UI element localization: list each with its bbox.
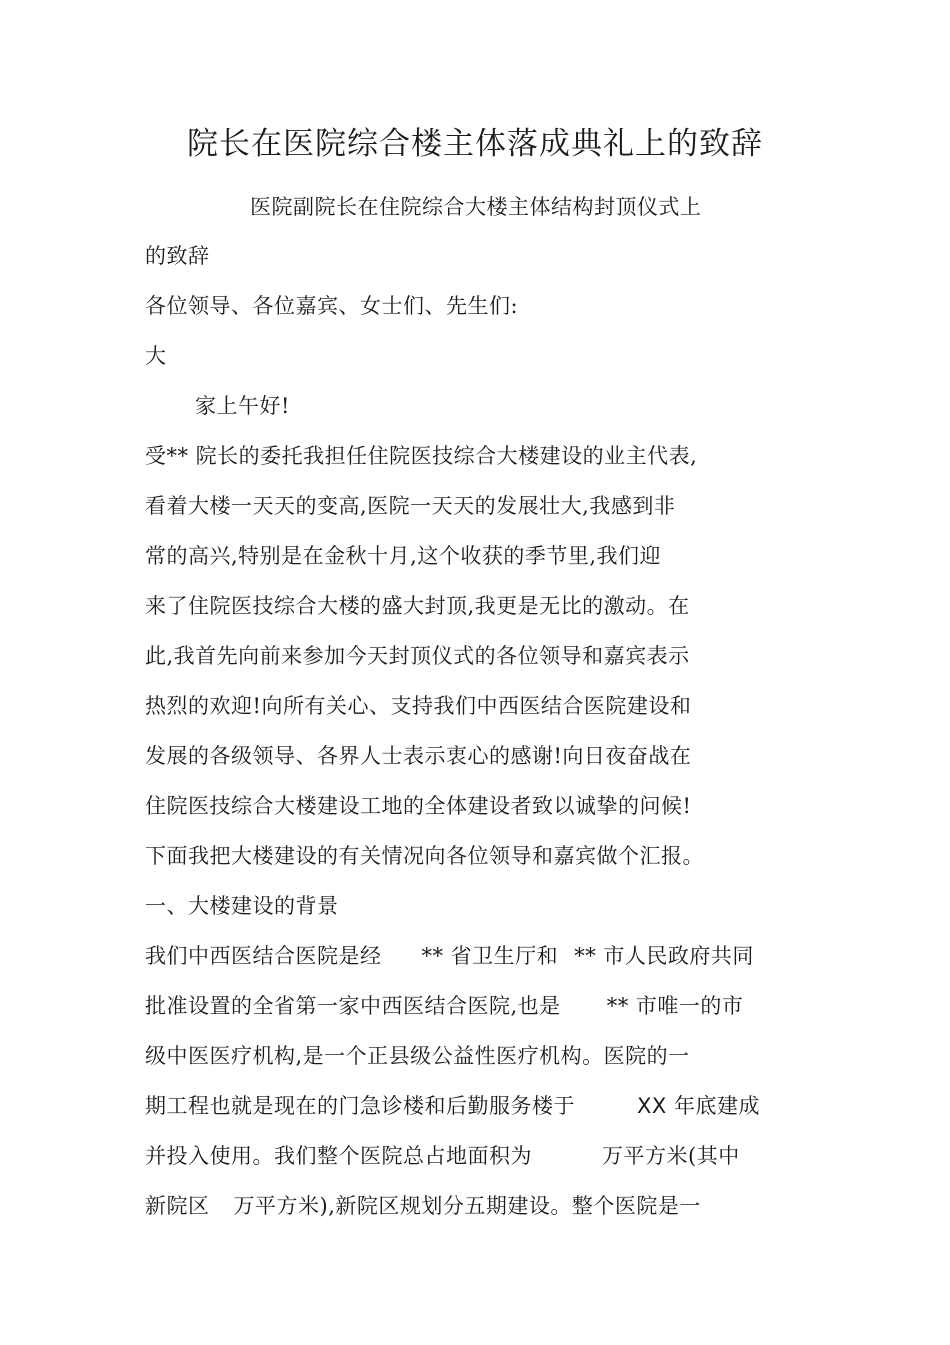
body-line: 下面我把大楼建设的有关情况向各位领导和嘉宾做个汇报。 (145, 844, 704, 868)
body-line: 常的高兴,特别是在金秋十月,这个收获的季节里,我们迎 (145, 544, 662, 568)
section-line-segment: 期工程也就是现在的门急诊楼和后勤服务楼于 (145, 1094, 575, 1118)
subtitle-line-2: 的致辞 (145, 244, 210, 268)
body-line: 热烈的欢迎!向所有关心、支持我们中西医结合医院建设和 (145, 694, 692, 718)
section-line: 级中医医疗机构,是一个正县级公益性医疗机构。医院的一 (145, 1044, 690, 1068)
section-line (145, 941, 754, 971)
section-line-segment: 万平方米),新院区规划分五期建设。整个医院是一 (233, 1194, 701, 1218)
body-line: 看着大楼一天天的变高,医院一天天的发展壮大,我感到非 (145, 494, 676, 518)
body-line: 此,我首先向前来参加今天封顶仪式的各位领导和嘉宾表示 (145, 644, 690, 668)
salutation: 各位领导、各位嘉宾、女士们、先生们: (145, 294, 519, 318)
section-line-segment: 并投入使用。我们整个医院总占地面积为 (145, 1144, 532, 1168)
section-line (145, 1141, 740, 1171)
section-line (145, 1091, 760, 1121)
section-line-segment: ** 市人民政府共同 (574, 944, 754, 968)
subtitle-line-1: 医院副院长在住院综合大楼主体结构封顶仪式上 (250, 195, 702, 219)
greeting-part-2: 家上午好! (195, 394, 290, 418)
section-line-segment: 我们中西医结合医院是经 (145, 944, 382, 968)
section-line-segment: 新院区 (145, 1194, 210, 1218)
body-line: 受** 院长的委托我担任住院医技综合大楼建设的业主代表, (145, 444, 698, 468)
greeting-part-1: 大 (145, 344, 167, 368)
body-line: 来了住院医技综合大楼的盛大封顶,我更是无比的激动。在 (145, 594, 690, 618)
section-line-segment: 批准设置的全省第一家中西医结合医院,也是 (145, 994, 561, 1018)
body-line: 住院医技综合大楼建设工地的全体建设者致以诚挚的问候! (145, 794, 692, 818)
body-line: 发展的各级领导、各界人士表示衷心的感谢!向日夜奋战在 (145, 744, 692, 768)
section-line (145, 991, 743, 1021)
section-line-segment: ** 省卫生厅和 (421, 944, 559, 968)
section-line-segment: XX 年底建成 (637, 1094, 760, 1118)
section-line (145, 1191, 701, 1221)
document-title: 院长在医院综合楼主体落成典礼上的致辞 (187, 126, 763, 162)
section-heading: 一、大楼建设的背景 (145, 894, 339, 918)
section-line-segment: ** 市唯一的市 (606, 994, 744, 1018)
section-line-segment: 万平方米(其中 (602, 1144, 740, 1168)
